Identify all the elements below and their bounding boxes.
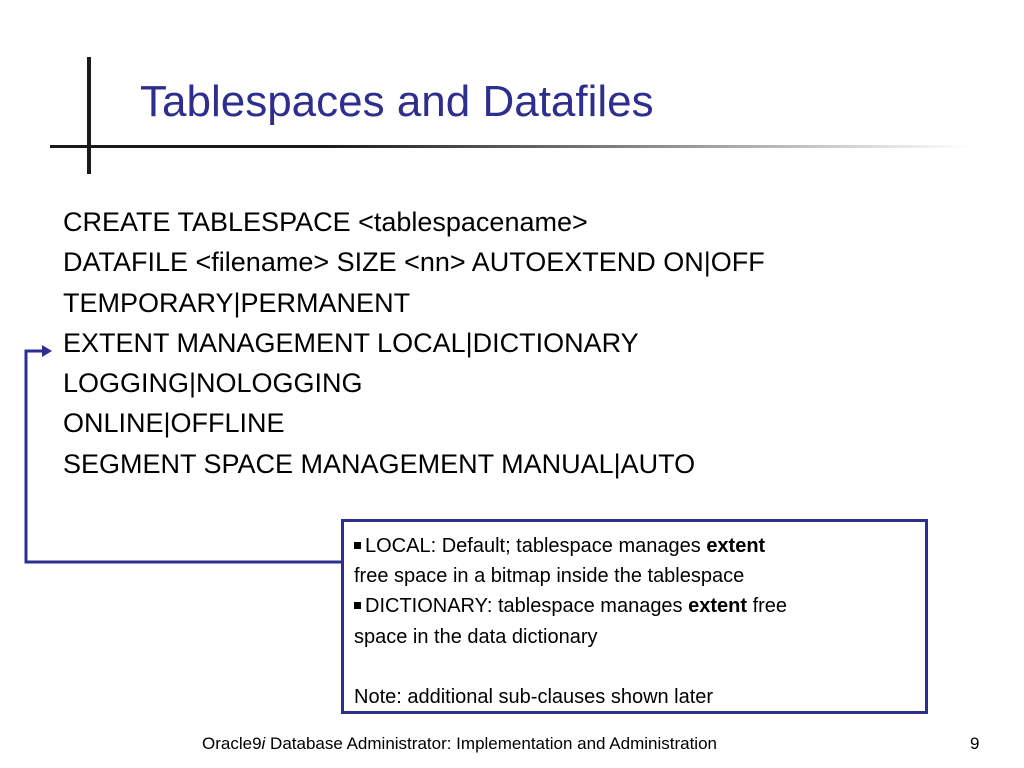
- note-item-local-continued: free space in a bitmap inside the tablespace: [354, 565, 745, 588]
- syntax-line: LOGGING|NOLOGGING: [63, 368, 363, 399]
- syntax-line-extent-management: EXTENT MANAGEMENT LOCAL|DICTIONARY: [63, 327, 639, 358]
- note-item-dictionary: DICTIONARY: tablespace manages extent free: [354, 591, 915, 621]
- bullet-icon: [354, 542, 361, 549]
- note-additional-subclauses: Note: additional sub-clauses shown later: [354, 685, 714, 708]
- note-spacer: [354, 652, 915, 682]
- footer-course-title: Oracle9i Database Administrator: Implementation and Administration: [202, 734, 717, 753]
- extent-management-note-box: [341, 519, 928, 714]
- syntax-line: ONLINE|OFFLINE: [63, 408, 285, 439]
- syntax-line: CREATE TABLESPACE <tablespacename>: [63, 207, 588, 237]
- page-number: 9: [970, 734, 980, 753]
- bullet-icon: [354, 602, 361, 609]
- note-item-dictionary-continued: space in the data dictionary: [354, 625, 598, 648]
- syntax-line: TEMPORARY|PERMANENT: [63, 287, 411, 318]
- syntax-line: SEGMENT SPACE MANAGEMENT MANUAL|AUTO: [63, 448, 696, 479]
- note-item-local: LOCAL: Default; tablespace manages extent: [354, 531, 915, 561]
- slide-title: Tablespaces and Datafiles: [140, 77, 654, 126]
- syntax-line: DATAFILE <filename> SIZE <nn> AUTOEXTEND ON|OFF: [63, 247, 765, 278]
